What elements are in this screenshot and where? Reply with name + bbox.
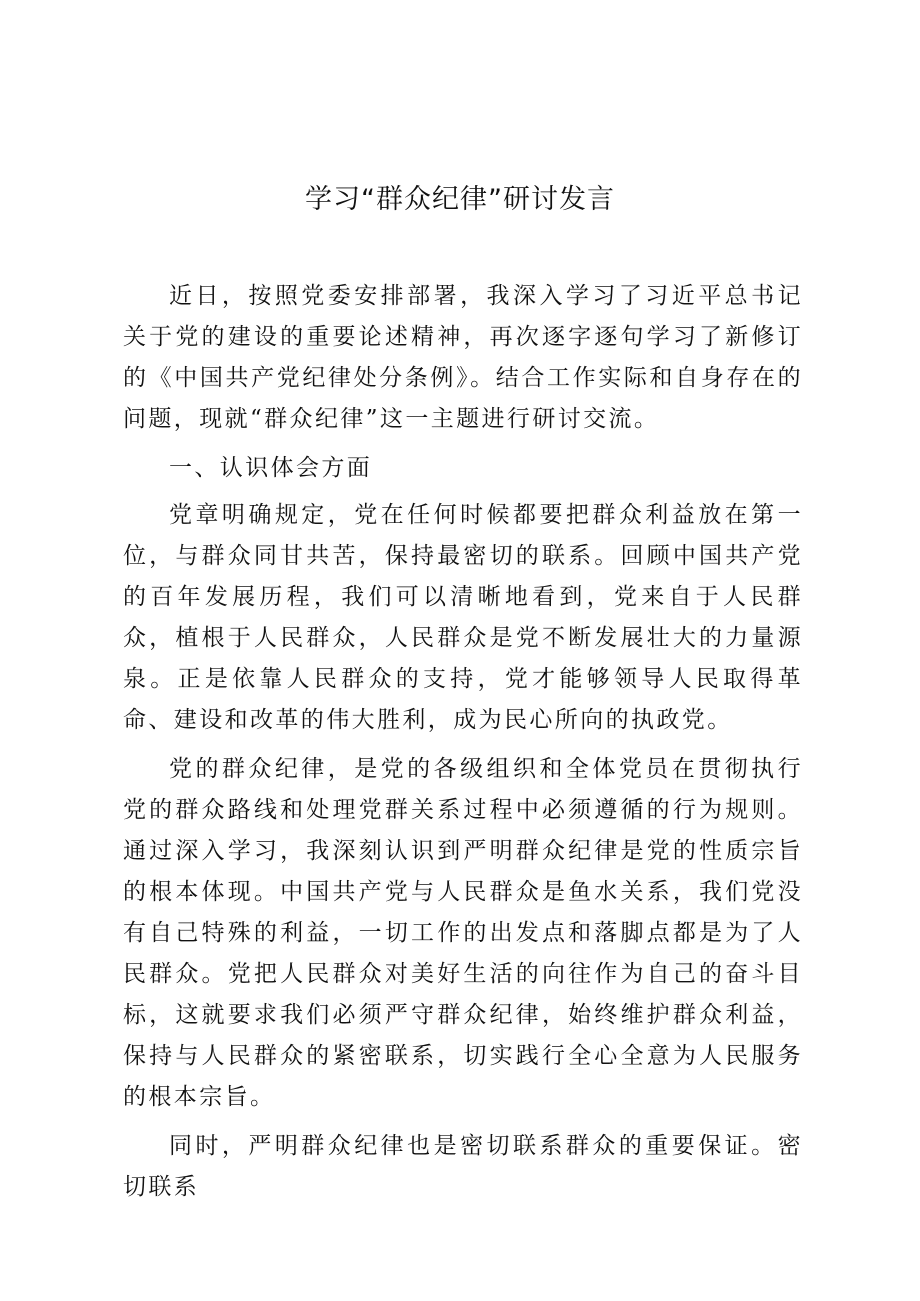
paragraph-meanwhile: 同时，严明群众纪律也是密切联系群众的重要保证。密切联系 bbox=[123, 1133, 803, 1200]
paragraph-mass-discipline: 党的群众纪律，是党的各级组织和全体党员在贯彻执行党的群众路线和处理党群关系过程中必须遵循的行为规则。通过深入学习，我深刻认识到严明群众纪律是党的性质宗旨的根本体现。中国共产党与人民群众是鱼水关系，我们党没有自己特殊的利益，一切工作的出发点和落脚点都是为了人民群众。党把人民群众对美好生活的向往作为自己的奋斗目标，这就要求我们必须严守群众纪律，始终维护群众利益，保持与人民群众的紧密联系，切实践行全心全意为人民服务的根本宗旨。 bbox=[123, 756, 803, 1110]
document-body bbox=[123, 276, 803, 1216]
paragraph-party-charter: 党章明确规定，党在任何时候都要把群众利益放在第一位，与群众同甘共苦，保持最密切的联系。回顾中国共产党的百年发展历程，我们可以清晰地看到，党来自于人民群众，植根于人民群众，人民群众是党不断发展壮大的力量源泉。正是依靠人民群众的支持，党才能够领导人民取得革命、建设和改革的伟大胜利，成为民心所向的执政党。 bbox=[123, 502, 803, 733]
section-heading-1: 一、认识体会方面 bbox=[169, 455, 373, 481]
document-title: 学习“群众纪律”研讨发言 bbox=[305, 184, 615, 215]
paragraph-intro: 近日，按照党委安排部署，我深入学习了习近平总书记关于党的建设的重要论述精神，再次逐字逐句学习了新修订的《中国共产党纪律处分条例》。结合工作实际和自身存在的问题，现就“群众纪律”这一主题进行研讨交流。 bbox=[123, 283, 803, 432]
